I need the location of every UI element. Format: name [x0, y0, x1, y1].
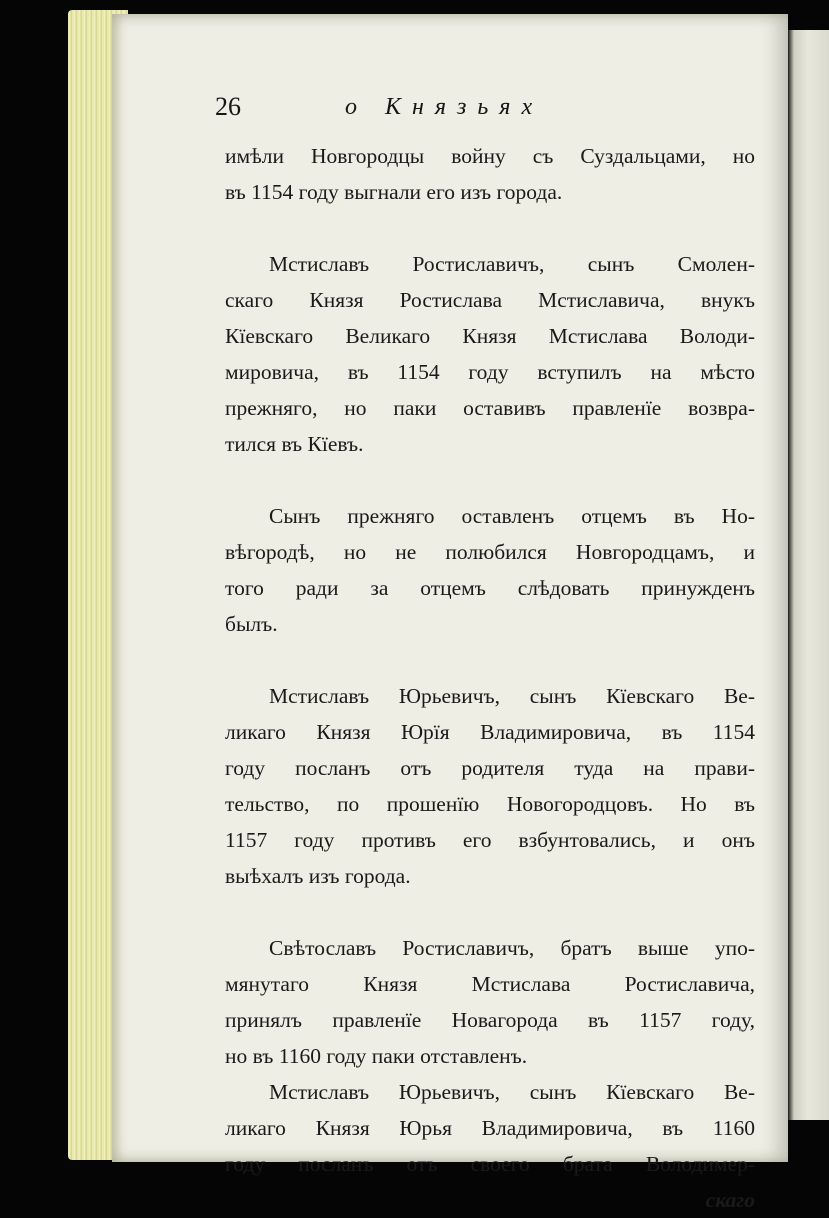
paragraph-gap	[225, 642, 755, 678]
text-line: тился въ Кїевъ.	[225, 432, 364, 456]
facing-page-edge	[788, 30, 829, 1120]
text-line: выѣхалъ изъ города.	[225, 864, 411, 888]
text-line: Кїевскаго Великаго Князя Мстислава Володи-	[225, 324, 755, 348]
text-line: но въ 1160 году паки отставленъ.	[225, 1044, 528, 1068]
text-line: вѣгородѣ, но не полюбился Новгородцамъ, и	[225, 540, 755, 564]
text-line: году посланъ отъ своего брата Володимер-	[225, 1152, 755, 1176]
page-number: 26	[215, 92, 241, 121]
text-line: мянутаго Князя Мстислава Ростиславича,	[225, 972, 755, 996]
paragraph-gap	[225, 210, 755, 246]
text-line: мировича, въ 1154 году вступилъ на мѣсто	[225, 360, 755, 384]
text-line: имѣли Новгородцы войну съ Суздальцами, но	[225, 144, 755, 168]
text-line: скаго Князя Ростислава Мстиславича, внукъ	[225, 288, 755, 312]
paragraph-gap	[225, 462, 755, 498]
text-line: Сынъ прежняго оставленъ отцемъ въ Но-	[269, 504, 755, 528]
text-line: того ради за отцемъ слѣдовать принужденъ	[225, 576, 755, 600]
paragraph-gap	[225, 894, 755, 930]
text-line: прежняго, но паки оставивъ правленїе возвра-	[225, 396, 755, 420]
text-line: ликаго Князя Юрїя Владимировича, въ 1154	[225, 720, 755, 744]
text-line: году посланъ отъ родителя туда на прави-	[225, 756, 755, 780]
text-line: въ 1154 году выгнали его изъ города.	[225, 180, 563, 204]
text-line: принялъ правленїе Новагорода въ 1157 году,	[225, 1008, 755, 1032]
running-title: о Князьях	[345, 94, 544, 120]
text-line: Свѣтославъ Ростиславичъ, братъ выше упо-	[269, 936, 755, 960]
text-line: Мстиславъ Ростиславичъ, сынъ Смолен-	[269, 252, 755, 276]
running-head	[215, 90, 627, 124]
text-line: 1157 году противъ его взбунтовались, и онъ	[225, 828, 755, 852]
text-line: Мстиславъ Юрьевичъ, сынъ Кїевскаго Ве-	[269, 684, 755, 708]
text-line: тельство, по прошенїю Новогородцовъ. Но въ	[225, 792, 755, 816]
catchword: скаго	[705, 1188, 755, 1212]
text-line: ликаго Князя Юрья Владимировича, въ 1160	[225, 1116, 755, 1140]
text-line: былъ.	[225, 612, 278, 636]
text-line: Мстиславъ Юрьевичъ, сынъ Кїевскаго Ве-	[269, 1080, 755, 1104]
body-text	[225, 138, 755, 1218]
